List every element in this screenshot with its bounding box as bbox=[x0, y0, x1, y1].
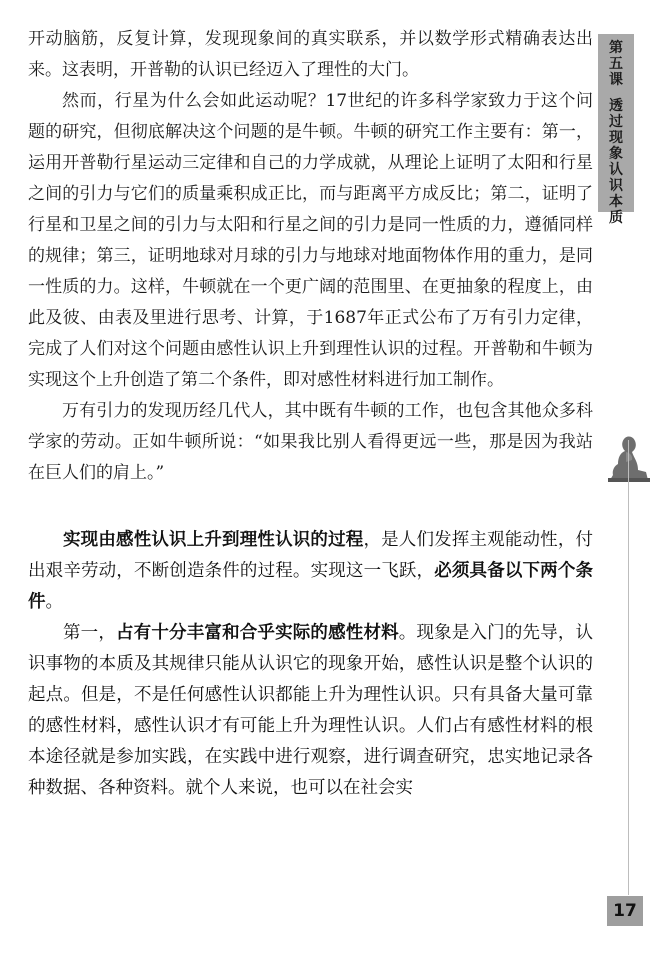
margin-rule bbox=[628, 440, 629, 895]
body-text-1-end: 。 bbox=[45, 592, 63, 612]
body-text-2-start: 第一， bbox=[63, 623, 117, 643]
body-text-1: ，是人们发挥主观能动性，付出艰辛劳动，不断创造条件的过程。实现这一飞跃， bbox=[28, 530, 594, 581]
box-paragraph-2: 然而，行星为什么会如此运动呢？17世纪的许多科学家致力于这个问题的研究，但彻底解决这个问题的是牛顿。牛顿的研究工作主要有：第一，运用开普勒行星运动三定律和自己的力学成就，从理论上证明了太阳和行星之间的引力与它们的质量乘积成正比，而与距离平方成反比；第二，证明了行星和卫星之间的引力与太阳和行星之间的引力是同一性质的力，遵循同样的规律；第三，证明地球对月球的引力与地球对地面物体作用的重力，是同一性质的力。这样，牛顿就在一个更广阔的范围里、在更抽象的程度上，由此及彼、由表及里进行思考、计算，于1687年正式公布了万有引力定律，完成了人们对这个问题由感性认识上升到理性认识的过程。开普勒和牛顿为实现这个上升创造了第二个条件，即对感性材料进行加工制作。 bbox=[28, 91, 593, 390]
body-text-2: 。现象是入门的先导，认识事物的本质及其规律只能从认识它的现象开始，感性认识是整个认识的起点。但是，不是任何感性认识都能上升为理性认识。只有具备大量可靠的感性材料，感性认识才有可能上升为理性认识。人们占有感性材料的根本途径就是参加实践，在实践中进行观察，进行调查研究，忠实地记录各种数据、各种资料。就个人来说，也可以在社会实 bbox=[28, 623, 594, 798]
body-paragraph-2 bbox=[28, 618, 593, 804]
key-phrase-1: 实现由感性认识上升到理性认识的过程 bbox=[63, 530, 364, 550]
body-paragraph-1 bbox=[28, 525, 593, 618]
main-content bbox=[28, 24, 593, 804]
lesson-title: 透过现象认识本质 bbox=[609, 98, 623, 226]
section-gap bbox=[28, 489, 593, 525]
box-paragraph-3: 万有引力的发现历经几代人，其中既有牛顿的工作，也包含其他众多科学家的劳动。正如牛顿所说：“如果我比别人看得更远一些，那是因为我站在巨人们的肩上。” bbox=[28, 401, 593, 483]
key-phrase-2: 必须具备以下两个条件 bbox=[28, 561, 594, 612]
thinker-statue-icon bbox=[604, 422, 650, 482]
box-paragraph-1: 开动脑筋，反复计算，发现现象间的真实联系，并以数学形式精确表达出来。这表明，开普勒的认识已经迈入了理性的大门。 bbox=[28, 29, 593, 80]
chapter-side-label bbox=[604, 40, 628, 226]
key-phrase-3: 占有十分丰富和合乎实际的感性材料 bbox=[116, 623, 399, 643]
lesson-number: 第五课 bbox=[609, 40, 623, 88]
page-number: 17 bbox=[607, 896, 643, 926]
